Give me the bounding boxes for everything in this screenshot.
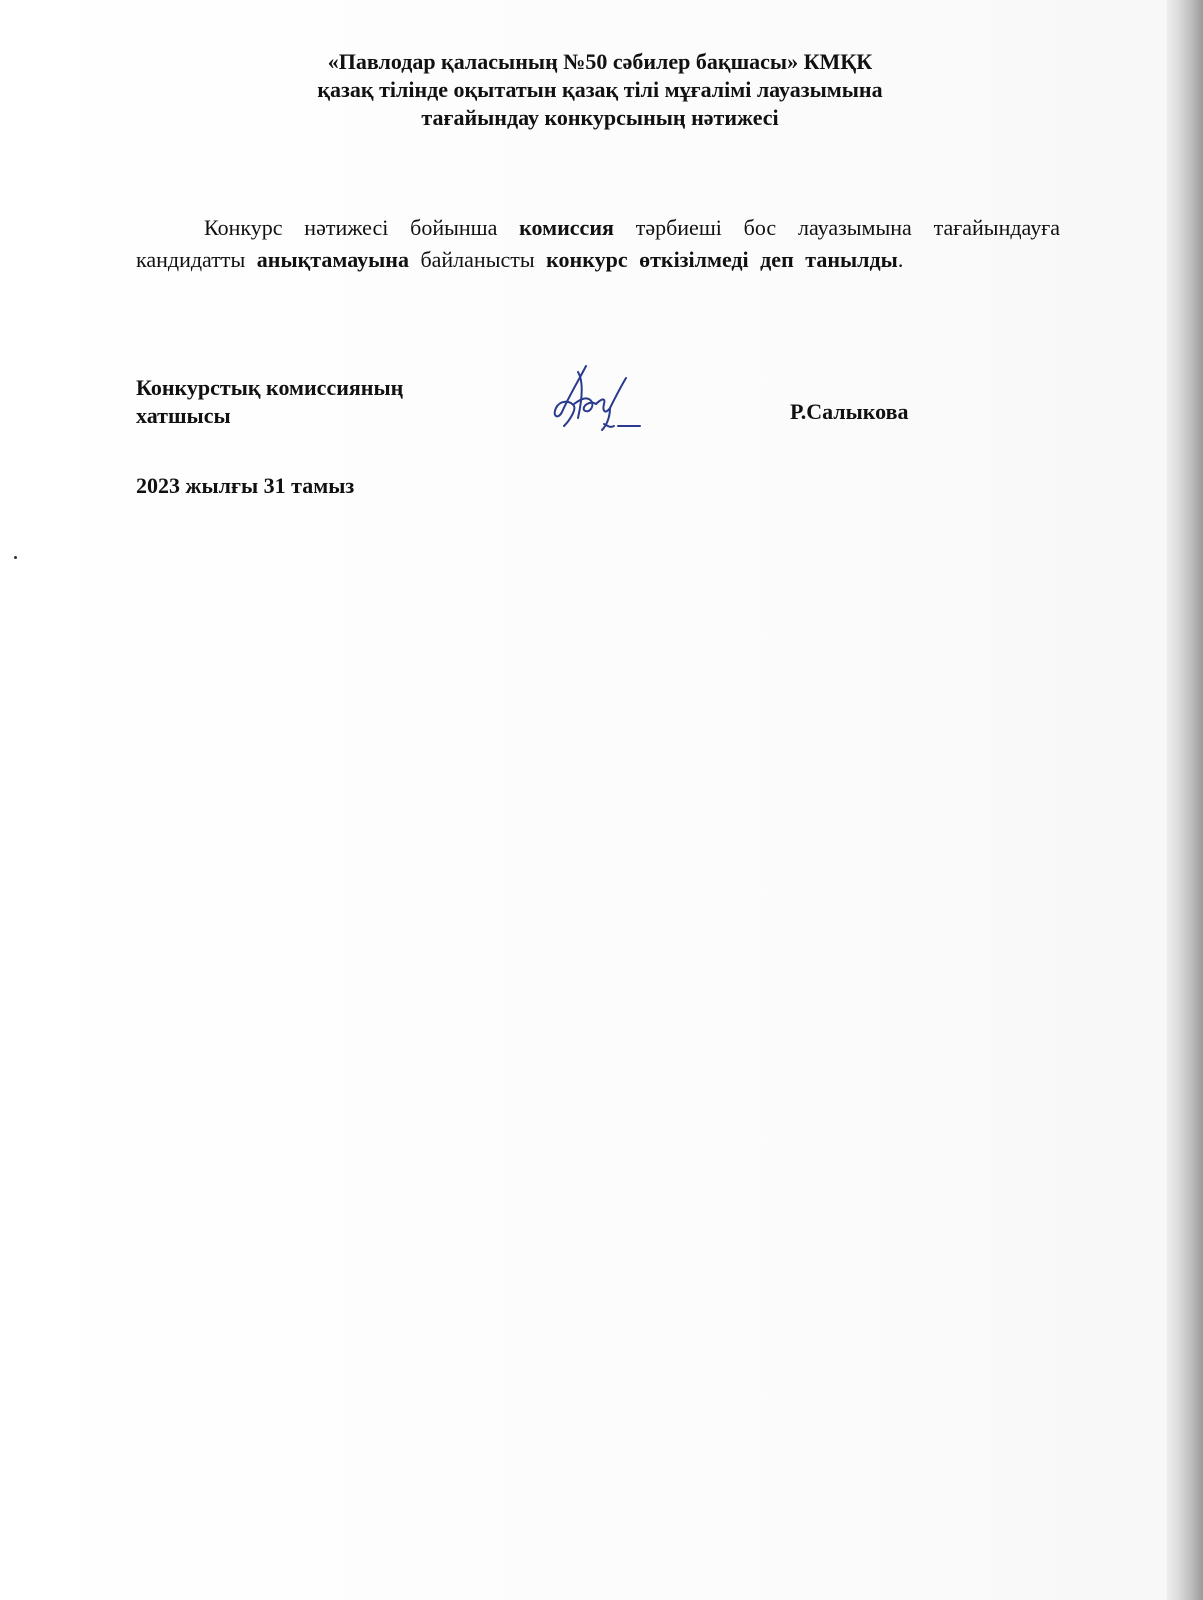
body-bold-commission: комиссия: [519, 215, 614, 240]
body-text-3: байланысты: [408, 247, 547, 272]
body-paragraph: [136, 212, 1060, 276]
signatory-role: [136, 374, 516, 430]
body-text-1: Конкурс нәтижесі бойынша: [204, 215, 520, 240]
body-bold-undetermined: анықтамауына: [256, 247, 409, 272]
handwritten-signature: [548, 360, 658, 450]
signatory-name: Р.Салыкова: [790, 399, 909, 424]
title-line-1: «Павлодар қаласының №50 сәбилер бақшасы» КМҚК: [327, 49, 873, 74]
signatory-role-line-2: хатшысы: [136, 403, 231, 428]
body-bold-result: конкурс өткізілмеді деп танылды: [546, 247, 898, 272]
body-text-4: .: [897, 247, 904, 272]
title-line-3: тағайындау конкурсының нәтижесі: [421, 105, 779, 130]
body-text-2: тәрбиеші бос лауазымына тағайындауға кандидатты: [136, 215, 1060, 272]
paper-speck: [14, 556, 17, 559]
signatory-role-line-1: Конкурстық комиссияның: [136, 375, 404, 400]
page-edge: [1167, 0, 1203, 1600]
title-line-2: қазақ тілінде оқытатын қазақ тілі мұғалімі лауазымына: [317, 77, 883, 102]
document-date: 2023 жылғы 31 тамыз: [136, 473, 355, 498]
document-title: [160, 48, 1040, 132]
